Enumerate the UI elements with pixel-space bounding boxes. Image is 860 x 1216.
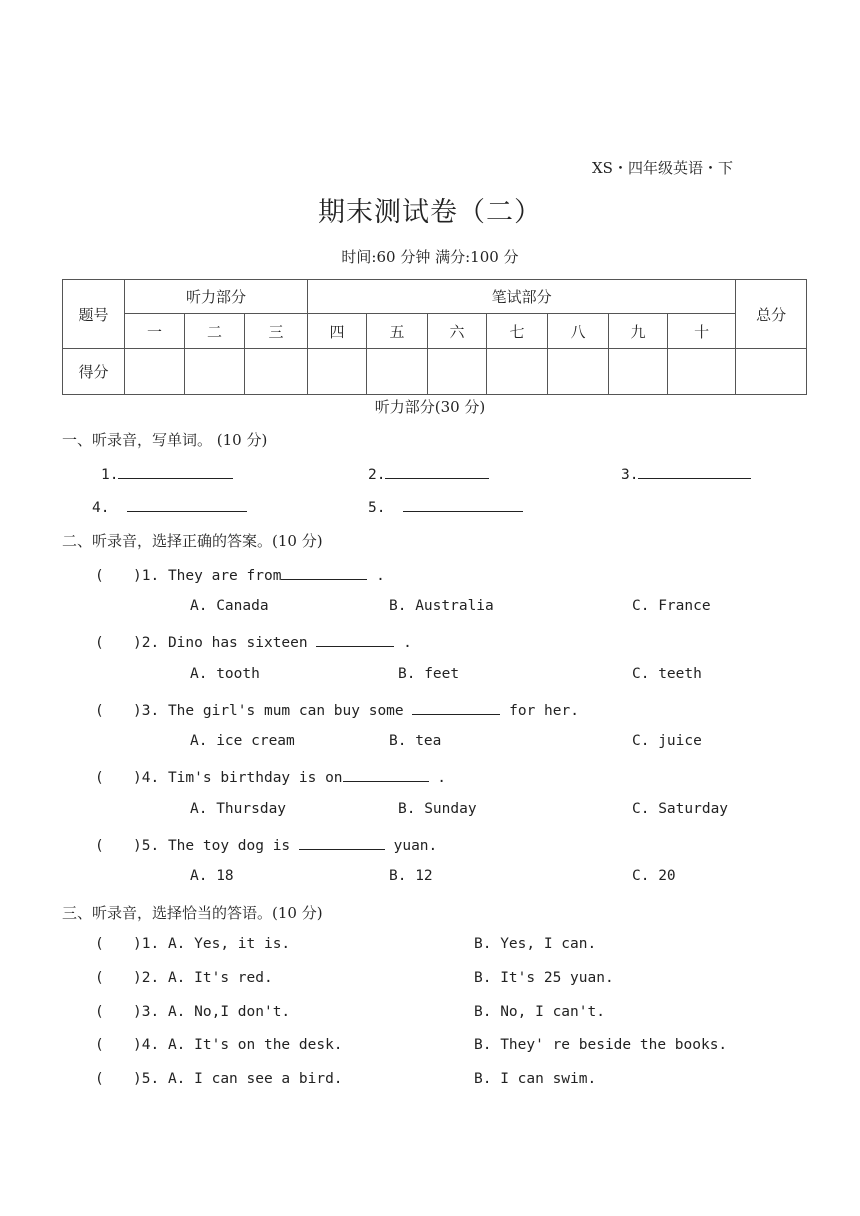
- word-blank-item: 5.: [368, 497, 523, 516]
- writing-group-header: 笔试部分: [308, 280, 736, 314]
- option: B. It's 25 yuan.: [474, 970, 614, 986]
- section-header: 六: [428, 314, 487, 349]
- option: C. 20: [632, 868, 676, 884]
- option: A. tooth: [190, 666, 260, 682]
- section-header: 九: [609, 314, 668, 349]
- answer-blank[interactable]: [316, 632, 394, 647]
- option: B. They' re beside the books.: [474, 1037, 728, 1053]
- word-blank-item: 3.: [621, 464, 751, 483]
- answer-blank[interactable]: [299, 835, 385, 850]
- answer-blank[interactable]: [127, 497, 247, 512]
- question-row: ( )4. Tim's birthday is on .: [95, 767, 446, 786]
- section-header: 七: [487, 314, 548, 349]
- section-header: 三: [245, 314, 308, 349]
- section-header: 八: [548, 314, 609, 349]
- question-row: ( )1. A. Yes, it is.: [95, 936, 291, 952]
- question-row: ( )5. A. I can see a bird.: [95, 1071, 343, 1087]
- listening-part-title: 听力部分(30 分): [374, 398, 486, 416]
- section-header: 十: [668, 314, 736, 349]
- page-title: 期末测试卷（二）: [318, 197, 542, 228]
- option: A. ice cream: [190, 733, 295, 749]
- score-cell[interactable]: [609, 349, 668, 395]
- exam-subtitle: 时间:60 分钟 满分:100 分: [341, 248, 519, 266]
- row-label-section: 题号: [63, 280, 125, 349]
- score-cell[interactable]: [428, 349, 487, 395]
- listening-group-header: 听力部分: [125, 280, 308, 314]
- answer-blank[interactable]: [403, 497, 523, 512]
- word-blank-item: 2.: [368, 464, 489, 483]
- option: B. feet: [398, 666, 460, 682]
- option: C. Saturday: [632, 801, 729, 817]
- section-header: 五: [367, 314, 428, 349]
- question-row: ( )3. The girl's mum can buy some for her.: [95, 700, 579, 719]
- question-row: ( )2. A. It's red.: [95, 970, 273, 986]
- total-score-cell[interactable]: [736, 349, 807, 395]
- answer-blank[interactable]: [385, 464, 489, 479]
- question-row: ( )2. Dino has sixteen .: [95, 632, 412, 651]
- answer-blank[interactable]: [118, 464, 233, 479]
- section-header: 四: [308, 314, 367, 349]
- answer-blank[interactable]: [281, 565, 367, 580]
- score-cell[interactable]: [185, 349, 245, 395]
- score-cell[interactable]: [125, 349, 185, 395]
- part1-heading: 一、听录音，写单词。 (10 分): [62, 431, 268, 449]
- score-cell[interactable]: [548, 349, 609, 395]
- answer-blank[interactable]: [412, 700, 500, 715]
- row-label-score: 得分: [63, 349, 125, 395]
- option: A. 18: [190, 868, 234, 884]
- word-blank-item: 1.: [101, 464, 233, 483]
- total-header: 总分: [736, 280, 807, 349]
- section-header: 一: [125, 314, 185, 349]
- option: B. 12: [389, 868, 433, 884]
- option: A. Canada: [190, 598, 269, 614]
- answer-blank[interactable]: [638, 464, 751, 479]
- score-cell[interactable]: [245, 349, 308, 395]
- part3-heading: 三、听录音，选择恰当的答语。(10 分): [62, 904, 323, 922]
- option: B. No, I can't.: [474, 1004, 605, 1020]
- option: B. Sunday: [398, 801, 477, 817]
- option: C. teeth: [632, 666, 702, 682]
- question-row: ( )5. The toy dog is yuan.: [95, 835, 437, 854]
- section-header: 二: [185, 314, 245, 349]
- answer-blank[interactable]: [343, 767, 429, 782]
- question-row: ( )1. They are from .: [95, 565, 385, 584]
- score-cell[interactable]: [487, 349, 548, 395]
- part2-heading: 二、听录音，选择正确的答案。(10 分): [62, 532, 323, 550]
- option: B. Australia: [389, 598, 494, 614]
- score-cell[interactable]: [308, 349, 367, 395]
- score-cell[interactable]: [668, 349, 736, 395]
- series-label: XS・四年级英语・下: [592, 159, 733, 177]
- question-row: ( )4. A. It's on the desk.: [95, 1037, 343, 1053]
- question-row: ( )3. A. No,I don't.: [95, 1004, 291, 1020]
- score-table: [62, 279, 807, 395]
- option: C. juice: [632, 733, 702, 749]
- option: A. Thursday: [190, 801, 287, 817]
- score-cell[interactable]: [367, 349, 428, 395]
- option: C. France: [632, 598, 711, 614]
- option: B. I can swim.: [474, 1071, 597, 1087]
- option: B. tea: [389, 733, 442, 749]
- word-blank-item: 4.: [92, 497, 247, 516]
- option: B. Yes, I can.: [474, 936, 597, 952]
